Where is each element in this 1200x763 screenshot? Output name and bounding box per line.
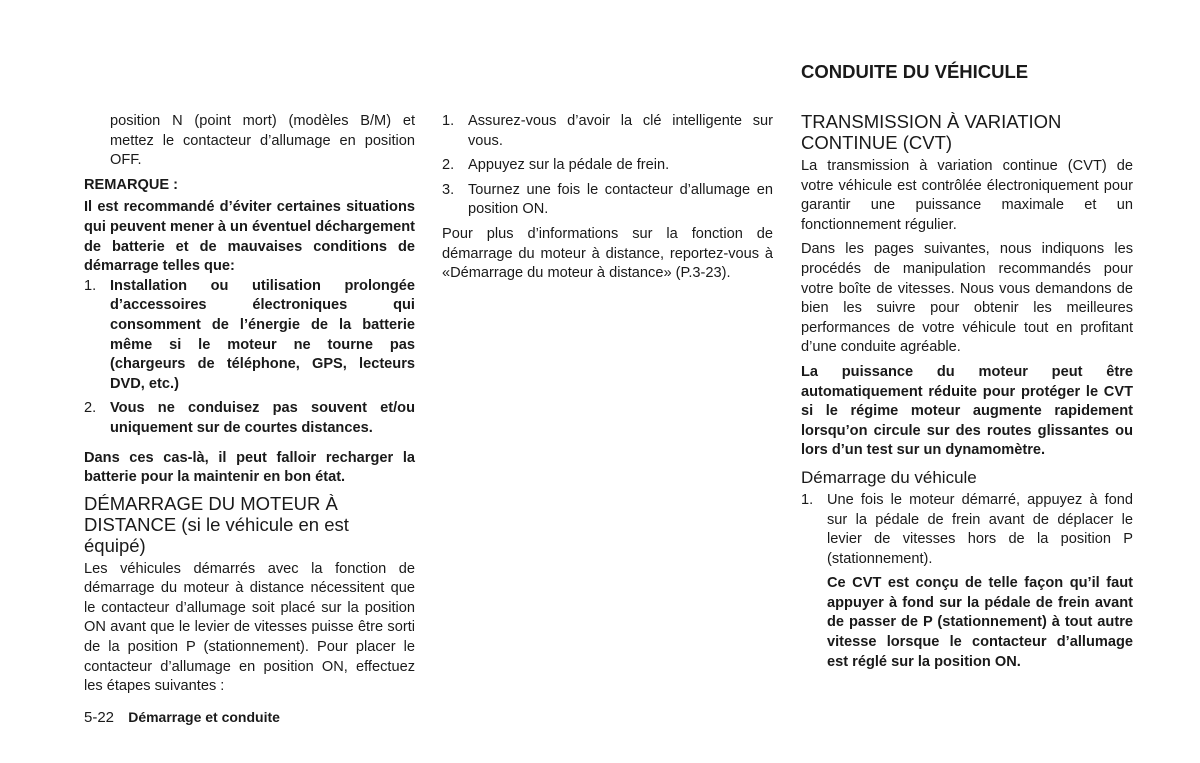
cvt-heading: TRANSMISSION À VARIATION CONTINUE (CVT) xyxy=(801,111,1062,153)
remark-conclusion: Dans ces cas-là, il peut falloir recharger la batterie pour la maintenir en bon état. xyxy=(84,449,415,486)
column-right xyxy=(801,108,1133,677)
more-info-paragraph: Pour plus d’informations sur la fonction de démarrage du moteur à distance, reportez-vous à «Démarrage du moteur à distance» (P.3-23). xyxy=(442,225,773,282)
list-number: 1. xyxy=(442,113,455,129)
start-heading: Démarrage du véhicule xyxy=(801,467,977,487)
remark-list xyxy=(84,277,415,439)
list-text: Vous ne conduisez pas souvent et/ou uniquement sur de courtes distances. xyxy=(110,400,415,436)
list-item xyxy=(84,277,415,395)
page-footer xyxy=(84,709,280,726)
list-number: 1. xyxy=(84,277,97,294)
list-item xyxy=(801,491,1133,569)
page-number: 5-22 xyxy=(84,709,115,726)
remark-label: REMARQUE : xyxy=(84,176,179,193)
remark-text: Il est recommandé d’éviter certaines situations qui peuvent mener à un éventuel déchargement de batterie et de mauvaises conditions de démarrage telles que: xyxy=(84,199,415,275)
list-number: 3. xyxy=(442,181,455,198)
list-item xyxy=(442,156,773,176)
start-note: Ce CVT est conçu de telle façon qu’il faut appuyer à fond sur la pédale de frein avant de passer de P (stationnement) à tout autre vitesse lorsque le contacteur d’allumage est réglé sur la position ON. xyxy=(827,575,1133,670)
list-item xyxy=(84,399,415,438)
column-middle xyxy=(442,112,773,289)
list-number: 1. xyxy=(801,491,814,508)
list-text: Appuyez sur la pédale de frein. xyxy=(468,157,670,174)
cvt-paragraph-2: Dans les pages suivantes, nous indiquons les procédés de manipulation recommandés pour votre boîte de vitesses. Nous vous demandons de bien les suivre pour obtenir les meilleures performances de votre véhicule tout en profitant d’une conduite agréable. xyxy=(801,241,1133,356)
intro-paragraph: position N (point mort) (modèles B/M) et mettez le contacteur d’allumage en position OFF. xyxy=(110,113,415,169)
remote-start-paragraph: Les véhicules démarrés avec la fonction de démarrage du moteur à distance nécessitent que le contacteur d’allumage soit placé sur la position ON avant que le levier de vitesses puisse être sorti de la position P (stationnement). Pour placer le contacteur d’allumage en position ON, effectuez les étapes suivantes : xyxy=(84,560,415,695)
list-text: Tournez une fois le contacteur d’allumage en position ON. xyxy=(468,181,773,218)
column-left xyxy=(84,112,415,702)
list-item xyxy=(442,112,773,151)
cvt-warning: La puissance du moteur peut être automatiquement réduite pour protéger le CVT si le régime moteur augmente rapidement lorsqu’on circule sur des routes glissantes ou lors d’un test sur un dynamomètre. xyxy=(801,363,1133,459)
chapter-title: Démarrage et conduite xyxy=(128,709,280,725)
cvt-paragraph-1: La transmission à variation continue (CVT) de votre véhicule est contrôlée électroniquement pour garantir une puissance maximale et un fonctionnement régulier. xyxy=(801,158,1133,233)
list-number: 2. xyxy=(442,157,455,174)
list-number: 2. xyxy=(84,400,97,417)
steps-list xyxy=(442,112,773,220)
list-text: Installation ou utilisation prolongée d’accessoires électroniques qui consomment de l’énergie de la batterie même si le moteur ne tourne pas (chargeurs de téléphone, GPS, lecteurs DVD, etc.) xyxy=(110,277,415,392)
section-title: CONDUITE DU VÉHICULE xyxy=(801,61,1029,82)
start-list xyxy=(801,491,1133,569)
list-item xyxy=(442,181,773,220)
list-text: Assurez-vous d’avoir la clé intelligente sur vous. xyxy=(468,113,773,149)
remote-start-heading: DÉMARRAGE DU MOTEUR À DISTANCE (si le véhicule en est équipé) xyxy=(84,492,349,556)
list-text: Une fois le moteur démarré, appuyez à fond sur la pédale de frein avant de déplacer le levier de vitesses hors de la position P (stationnement). xyxy=(827,491,1133,567)
